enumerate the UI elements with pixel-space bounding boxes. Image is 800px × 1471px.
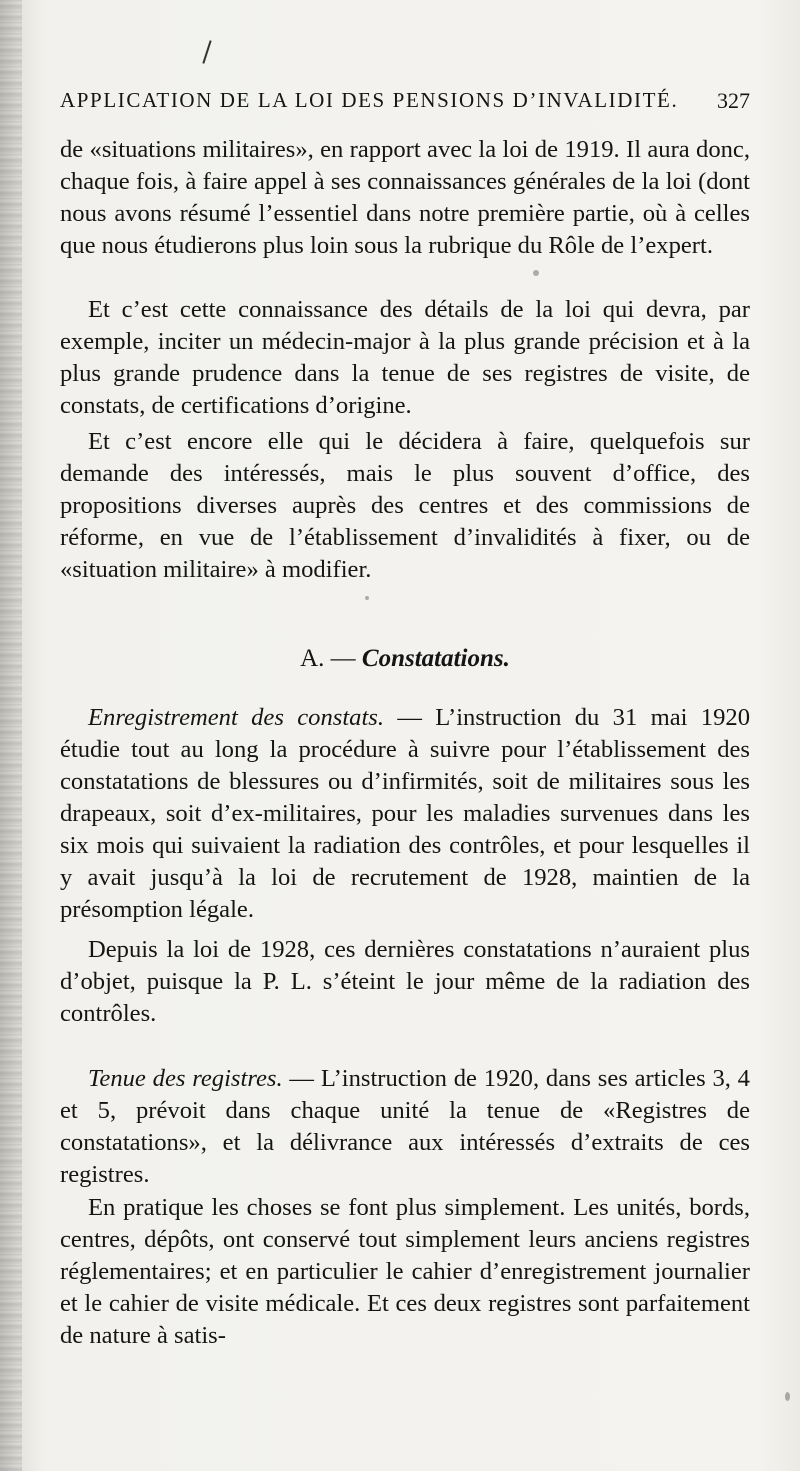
paragraph-pratique: En pratique les choses se font plus simplement. Les unités, bords, centres, dépôts, ont conservé tout simplement leurs anciens registres réglementaires; et en particulier le cahier d’enregistrement journalier et le cahier de visite médicale. Et ces deux registres sont parfaitement de nature à satis-: [60, 1194, 750, 1349]
paragraph-enregistrement-body: — L’instruction du 31 mai 1920 étudie tout au long la procédure à suivre pour l’établissement des constatations de blessures ou d’infirmités, soit de militaires sous les drapeaux, soit d’ex-militaires, pour les maladies survenues dans les six mois qui suivaient la radiation des contrôles, et pour lesquelles il y avait jusqu’à la loi de recrutement de 1928, maintien de la présomption légale.: [60, 704, 750, 923]
paragraph-1: de «situations militaires», en rapport avec la loi de 1919. Il aura donc, chaque fois, à faire appel à ses connaissances générales de la loi (dont nous avons résumé l’essentiel dans notre première partie, où à celles que nous étudierons plus loin sous la rubrique du Rôle de l’expert.: [60, 136, 750, 259]
running-head-title: APPLICATION DE LA LOI DES PENSIONS D’INVALIDITÉ.: [60, 88, 679, 112]
pencil-mark: [202, 40, 211, 63]
section-label: A. —: [300, 645, 356, 672]
scan-edge-shadow: [0, 0, 22, 1471]
section-heading: [60, 645, 750, 673]
ink-speck: [785, 1392, 790, 1401]
ink-speck: [365, 596, 369, 600]
paragraph-2: Et c’est cette connaissance des détails de la loi qui devra, par exemple, inciter un médecin-major à la plus grande précision et à la plus grande prudence dans la tenue de ses registres de visite, de constats, de certifications d’origine.: [60, 296, 750, 419]
paragraph-3: Et c’est encore elle qui le décidera à faire, quelquefois sur demande des intéressés, mais le plus souvent d’office, des propositions diverses auprès des centres et des commissions de réforme, en vue de l’établissement d’invalidités à fixer, ou de «situation militaire» à modifier.: [60, 428, 750, 583]
page-number: 327: [717, 88, 750, 113]
running-head: [60, 88, 760, 124]
subsection-lead-tenue: Tenue des registres.: [88, 1065, 283, 1092]
paragraph-tenue-body: — L’instruction de 1920, dans ses articles 3, 4 et 5, prévoit dans chaque unité la tenue de «Registres de constatations», et la délivrance aux intéressés d’extraits de ces registres.: [60, 1065, 750, 1188]
subsection-lead-enregistrement: Enregistrement des constats.: [88, 704, 385, 731]
paragraph-enregistrement: [60, 702, 750, 926]
paragraph-tenue: [60, 1063, 750, 1191]
ink-speck: [533, 270, 539, 276]
paragraph-depuis: Depuis la loi de 1928, ces dernières constatations n’auraient plus d’objet, puisque la P. L. s’éteint le jour même de la radiation des contrôles.: [60, 936, 750, 1027]
section-title: Constatations.: [361, 645, 510, 672]
